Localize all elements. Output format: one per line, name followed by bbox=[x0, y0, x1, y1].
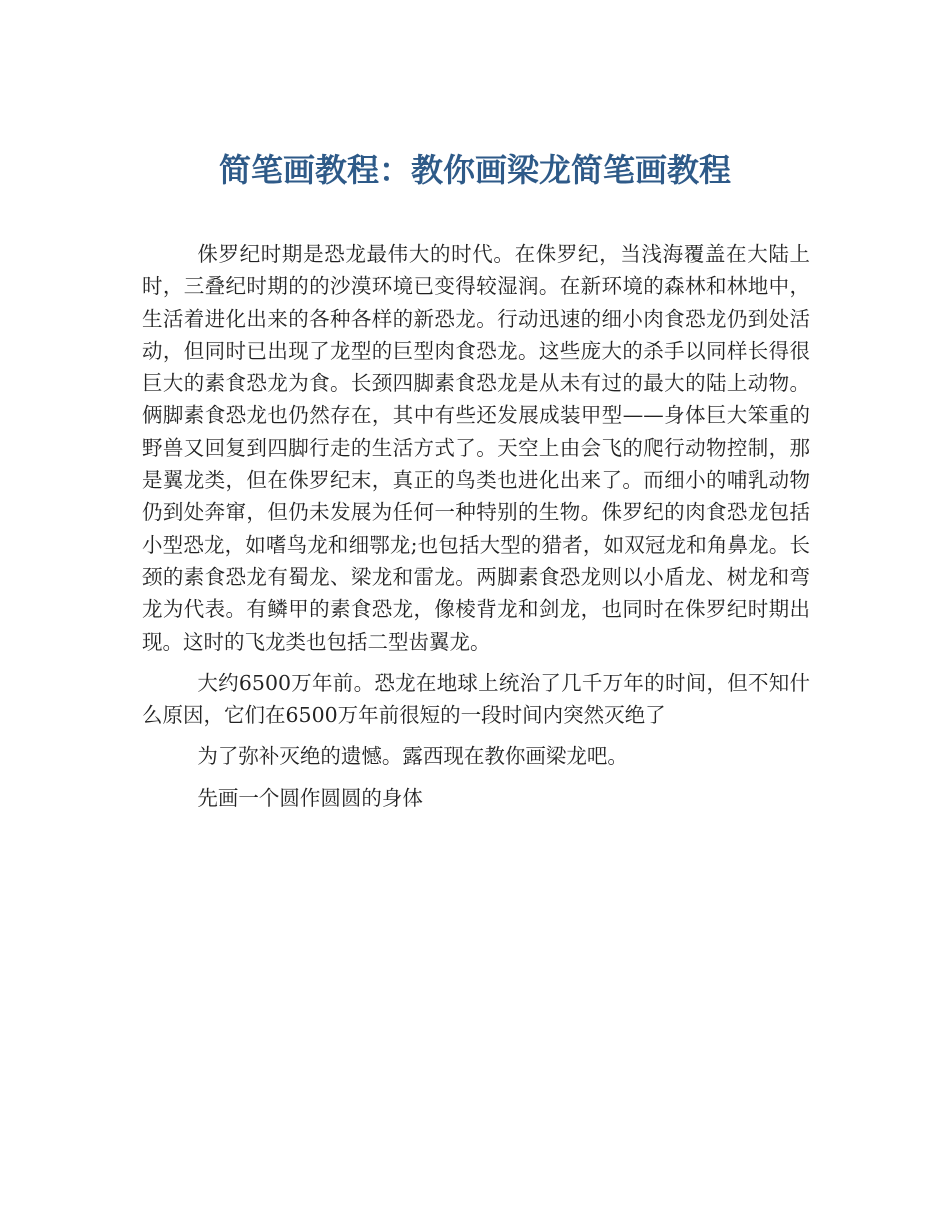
paragraph-step-one: 先画一个圆作圆圆的身体 bbox=[197, 785, 423, 810]
document-body bbox=[142, 238, 810, 823]
paragraph-extinction: 大约6500万年前。恐龙在地球上统治了几千万年的时间，但不知什么原因，它们在6500万年前很短的一段时间内突然灭绝了 bbox=[142, 670, 810, 728]
paragraph-intro: 为了弥补灭绝的遗憾。露西现在教你画梁龙吧。 bbox=[197, 744, 628, 769]
document-title: 简笔画教程：教你画梁龙简笔画教程 bbox=[218, 151, 731, 189]
paragraph-jurassic: 侏罗纪时期是恐龙最伟大的时代。在侏罗纪，当浅海覆盖在大陆上时，三叠纪时期的的沙漠环境已变得较湿润。在新环境的森林和林地中，生活着进化出来的各种各样的新恐龙。行动迅速的细小肉食恐龙仍到处活动，但同时已出现了龙型的巨型肉食恐龙。这些庞大的杀手以同样长得很巨大的素食恐龙为食。长颈四脚素食恐龙是从未有过的最大的陆上动物。俩脚素食恐龙也仍然存在，其中有些还发展成装甲型——身体巨大笨重的野兽又回复到四脚行走的生活方式了。天空上由会飞的爬行动物控制，那是翼龙类，但在侏罗纪末，真正的鸟类也进化出来了。而细小的哺乳动物仍到处奔窜，但仍未发展为任何一种特别的生物。侏罗纪的肉食恐龙包括小型恐龙，如嗜鸟龙和细鄂龙;也包括大型的猎者，如双冠龙和角鼻龙。长颈的素食恐龙有蜀龙、梁龙和雷龙。两脚素食恐龙则以小盾龙、树龙和弯龙为代表。有鳞甲的素食恐龙，像棱背龙和剑龙，也同时在侏罗纪时期出现。这时的飞龙类也包括二型齿翼龙。 bbox=[142, 242, 810, 654]
